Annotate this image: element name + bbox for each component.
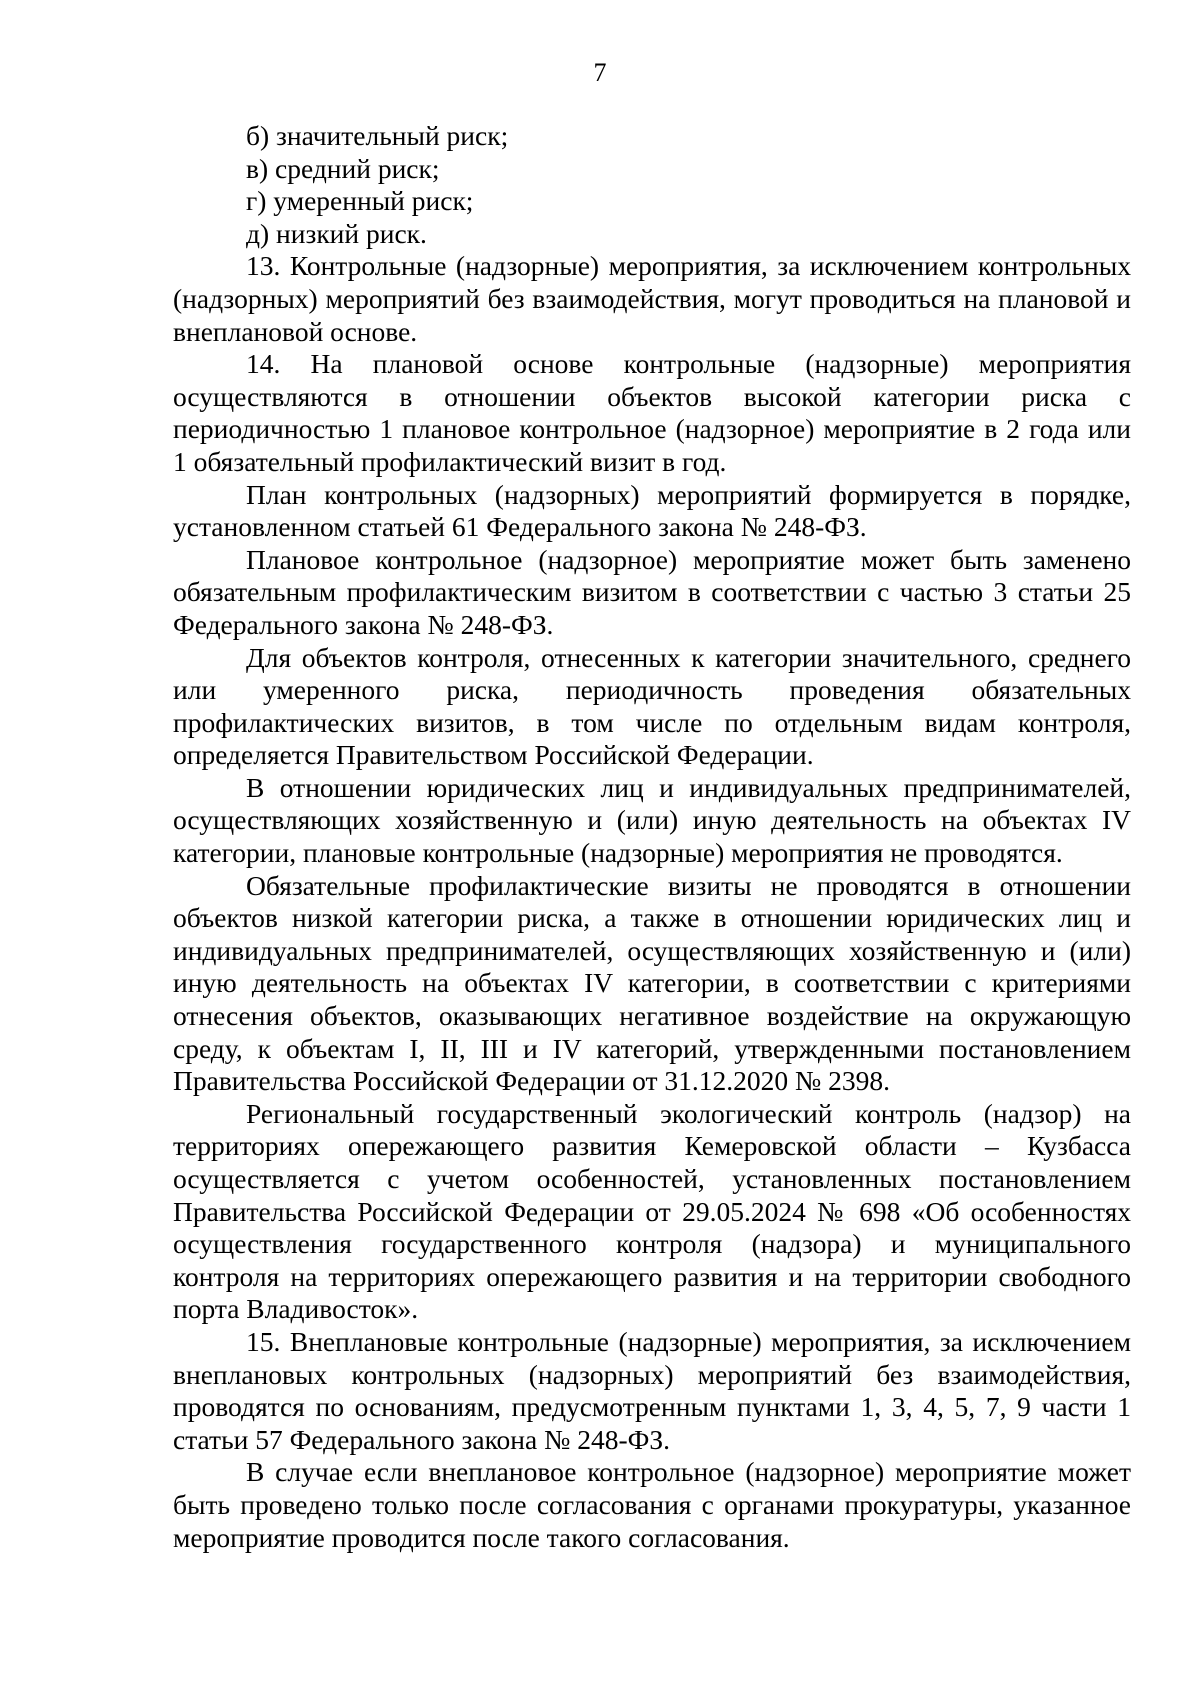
risk-list-item: в) средний риск;	[246, 152, 440, 184]
risk-list-item: б) значительный риск;	[246, 120, 509, 151]
paragraph-14: 14. На плановой основе контрольные (надзорные) мероприятия осуществляются в отношении объектов высокой категории риска с периодичностью 1 плановое контрольное (надзорное) мероприятие в 2 года или 1 обязательный профилактический визит в год.	[173, 348, 1131, 477]
paragraph-13: 13. Контрольные (надзорные) мероприятия, за исключением контрольных (надзорных) мероприятий без взаимодействия, могут проводиться на плановой и внеплановой основе.	[173, 250, 1131, 347]
page-number: 7	[593, 58, 607, 87]
risk-list-item: д) низкий риск.	[246, 217, 427, 249]
paragraph-replacement: Плановое контрольное (надзорное) мероприятие может быть заменено обязательным профилактическим визитом в соответствии с частью 3 статьи 25 Федерального закона № 248-ФЗ.	[173, 543, 1131, 640]
paragraph-prosecutor-approval: В случае если внеплановое контрольное (надзорное) мероприятие может быть проведено только после согласования с органами прокуратуры, указанное мероприятие проводится после такого согласования.	[173, 1456, 1131, 1553]
risk-list-item: г) умеренный риск;	[246, 185, 474, 217]
paragraph-category-iv: В отношении юридических лиц и индивидуальных предпринимателей, осуществляющих хозяйственную и (или) иную деятельность на объектах IV категории, плановые контрольные (надзорные) мероприятия не проводятся.	[173, 771, 1131, 869]
paragraph-plan: План контрольных (надзорных) мероприятий формируется в порядке, установленном статьей 61 Федерального закона № 248-ФЗ.	[173, 478, 1131, 543]
document-body	[173, 120, 1131, 1554]
paragraph-periodicity: Для объектов контроля, отнесенных к категории значительного, среднего или умеренного риска, периодичность проведения обязательных профилактических визитов, в том числе по отдельным видам контроля, определяется Правительством Российской Федерации.	[173, 641, 1131, 771]
paragraph-preventive-visits: Обязательные профилактические визиты не проводятся в отношении объектов низкой категории риска, а также в отношении юридических лиц и индивидуальных предпринимателей, осуществляющих хозяйственную и (или) иную деятельность на объектах IV категории, в соответствии с критериями отнесения объектов, оказывающих негативное воздействие на окружающую среду, к объектам I, II, III и IV категорий, утвержденными постановлением Правительства Российской Федерации от 31.12.2020 № 2398.	[173, 869, 1131, 1097]
paragraph-regional-control: Региональный государственный экологический контроль (надзор) на территориях опережающего развития Кемеровской области – Кузбасса осуществляется с учетом особенностей, установленных постановлением Правительства Российской Федерации от 29.05.2024 № 698 «Об особенностях осуществления государственного контроля (надзора) и муниципального контроля на территориях опережающего развития и на территории свободного порта Владивосток».	[173, 1097, 1131, 1325]
paragraph-15: 15. Внеплановые контрольные (надзорные) мероприятия, за исключением внеплановых контрольных (надзорных) мероприятий без взаимодействия, проводятся по основаниям, предусмотренным пунктами 1, 3, 4, 5, 7, 9 части 1 статьи 57 Федерального закона № 248-ФЗ.	[173, 1325, 1131, 1455]
